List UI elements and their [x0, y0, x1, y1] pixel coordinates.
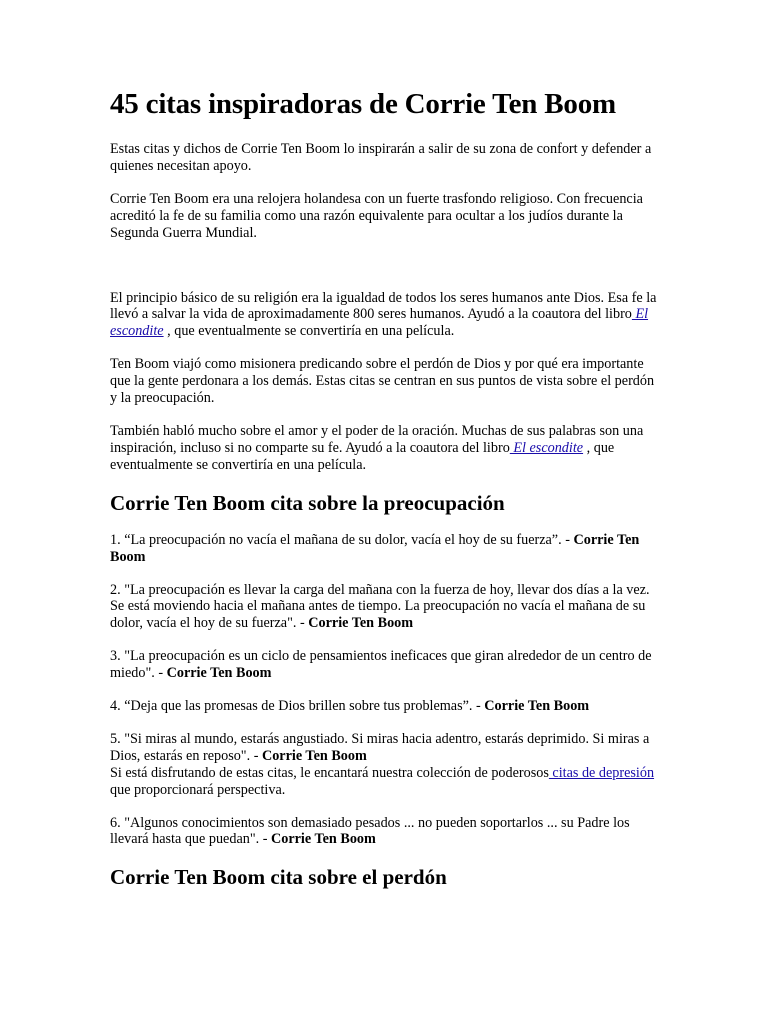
quote-text: 4. “Deja que las promesas de Dios brillen sobre tus problemas”. - [110, 698, 485, 715]
section-heading-forgiveness: Corrie Ten Boom cita sobre el perdón [110, 865, 447, 890]
intro-paragraph: Estas citas y dichos de Corrie Ten Boom lo inspirarán a salir de su zona de confort y defender a quienes necesitan apoyo. [110, 141, 652, 174]
article-body [110, 84, 662, 906]
promo-text-end: que proporcionará perspectiva. [110, 781, 286, 798]
love-prayer-text: También habló mucho sobre el amor y el poder de la oración. Muchas de sus palabras son una inspiración, incluso si no comparte su fe. Ayudó a la coautora del libro [110, 422, 644, 456]
quote-text: 1. “La preocupación no vacía el mañana de su dolor, vacía el hoy de su fuerza”. - [110, 531, 574, 548]
religion-paragraph [110, 290, 662, 341]
quote-item [110, 582, 662, 633]
quote-item [110, 648, 662, 682]
quote-author: Corrie Ten Boom [166, 665, 272, 682]
page-title: 45 citas inspiradoras de Corrie Ten Boom [110, 88, 616, 120]
depression-quotes-link[interactable]: citas de depresión [548, 764, 655, 781]
promo-line [110, 765, 662, 799]
religion-text: El principio básico de su religión era la igualdad de todos los seres humanos ante Dios. Esa fe la llevó a salvar la vida de aproximadamente 800 seres humanos. Ayudó a la coautora del libro [110, 289, 657, 323]
quote-text: 5. "Si miras al mundo, estarás angustiado. Si miras hacia adentro, estarás deprimido. Si miras a Dios, estarás en reposo". - [110, 730, 650, 764]
quote-text: 6. "Algunos conocimientos son demasiado pesados ... no pueden soportarlos ... su Padre los llevará hasta que puedan". - [110, 814, 630, 848]
religion-text-end: , que eventualmente se convertiría en una película. [163, 323, 455, 340]
love-prayer-text-end: , que eventualmente se convertiría en una película. [110, 439, 615, 473]
promo-text: Si está disfrutando de estas citas, le encantará nuestra colección de poderosos [110, 764, 549, 781]
quote-author: Corrie Ten Boom [110, 531, 640, 565]
quote-text: 2. "La preocupación es llevar la carga del mañana con la fuerza de hoy, llevar dos días a la vez. Se está moviendo hacia el mañana antes de tiempo. La preocupación no vacía el mañana de su dolor, vacía el hoy de su fuerza". - [110, 581, 650, 632]
quote-item [110, 698, 662, 715]
quote-text: 3. "La preocupación es un ciclo de pensamientos ineficaces que giran alrededor de un centro de miedo". - [110, 648, 652, 682]
love-prayer-paragraph [110, 423, 662, 474]
el-escondite-link-2[interactable]: El escondite [509, 439, 584, 456]
quote-item [110, 731, 662, 799]
quote-item [110, 815, 662, 849]
el-escondite-link[interactable]: El escondite [110, 306, 649, 340]
background-paragraph: Corrie Ten Boom era una relojera holandesa con un fuerte trasfondo religioso. Con frecuencia acreditó la fe de su familia como una razón equivalente para ocultar a los judíos durante la Segunda Guerra Mundial. [110, 190, 643, 241]
quote-author: Corrie Ten Boom [484, 698, 590, 715]
section-heading-worry: Corrie Ten Boom cita sobre la preocupación [110, 490, 505, 515]
quote-author: Corrie Ten Boom [271, 831, 376, 848]
quote-author: Corrie Ten Boom [261, 747, 367, 764]
quote-item [110, 532, 662, 566]
quote-author: Corrie Ten Boom [308, 615, 414, 632]
missionary-paragraph: Ten Boom viajó como misionera predicando sobre el perdón de Dios y por qué era importante que la gente perdonara a los demás. Estas citas se centran en sus puntos de vista sobre el perdón y la preocupación. [110, 356, 655, 407]
